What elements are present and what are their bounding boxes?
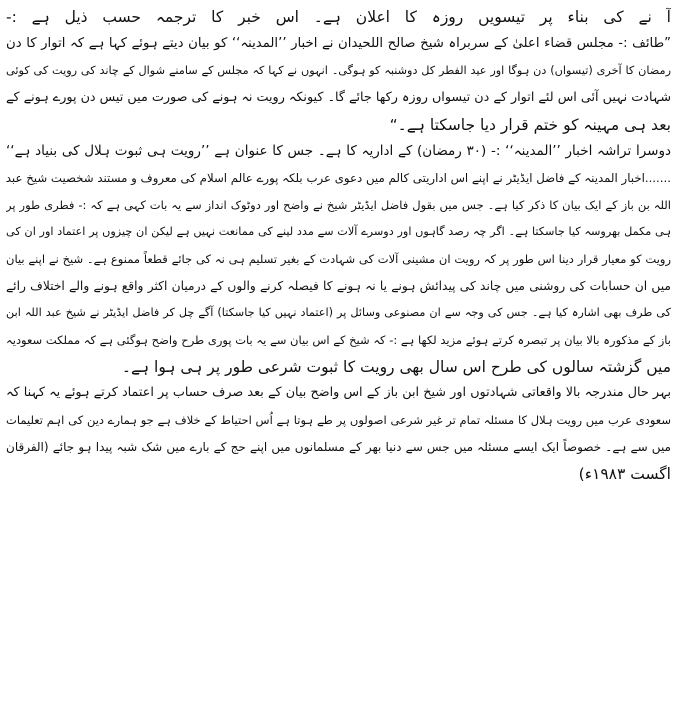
text-line: ہی مکمل بھروسہ کیا جاسکتا ہے۔ اگر چہ رصد گاہوں اور دوسرے آلات سے مدد لینے کی ممانعت نہیں ہے لیکن ان چیزوں پر اعتماد اور ان کی bbox=[6, 225, 671, 239]
text-line: اگست ۱۹۸۳ء) bbox=[578, 465, 671, 484]
text-line: سعودی عرب میں رویت ہلال کا مسئلہ تمام تر غیر شرعی اصولوں پر طے ہوتا ہے اُس احتیاط کے خلاف ہے جو ہمارے دین کی اہم تعلیمات bbox=[6, 413, 671, 428]
text-line: میں گزشتہ سالوں کی طرح اس سال بھی رویت کا ثبوت شرعی طور پر ہی ہوا ہے۔ bbox=[121, 357, 671, 376]
text-line: بعد ہی مہینہ کو ختم قرار دیا جاسکتا ہے۔“ bbox=[389, 115, 671, 134]
text-line: رمضان کا آخری (تیسواں) دن ہوگا اور عید الفطر کل دوشنبہ کو ہوگی۔ انہوں نے کہا کہ مجلس کے سامنے شوال کے چاند کی رویت کی کوئی bbox=[6, 63, 671, 77]
text-line: اللہ بن باز کے ایک بیان کا ذکر کیا ہے۔ جس میں بقول فاضل ایڈیٹر شیخ نے واضح اور دوٹوک انداز سے یہ بات کہی ہے کہ :- فطری طور پر bbox=[6, 198, 671, 213]
text-line: میں ان حسابات کی روشنی میں چاند کی پیدائش ہونے یا نہ ہونے کا فیصلہ کرنے والوں کے درمیان اکثر واقع ہونے والے اختلاف رائے bbox=[6, 278, 671, 293]
text-line: رویت کو معیار قرار دینا اس طور پر کہ رویت ان مشینی آلات کی شہادت کے بغیر تسلیم ہی نہ کی جائے قطعاً ممنوع ہے۔ شیخ نے اپنے بیان bbox=[6, 252, 671, 267]
text-line: کی طرف بھی اشارہ کیا ہے۔ جس کی وجہ سے ان مصنوعی وسائل پر (اعتماد نہیں کیا جاسکتا) آگے چل کر فاضل ایڈیٹر نے شیخ عبد اللہ ابن bbox=[6, 305, 671, 319]
text-line: باز کے مذکورہ بالا بیان پر تبصرہ کرتے ہوئے مزید لکھا ہے :- کہ شیخ کے اس بیان سے یہ بات پوری طرح واضح ہوگئی ہے کہ مملکت سعودیہ bbox=[6, 332, 671, 347]
text-line: ”طائف :- مجلس قضاء اعلیٰ کے سربراہ شیخ صالح اللحیدان نے اخبار ’’المدینہ‘‘ کو بیان دیتے ہوئے کہا ہے کہ اتوار کا دن bbox=[6, 35, 671, 51]
text-line: دوسرا تراشہ اخبار ’’المدینہ‘‘ :- (۳۰ رمضان) کے اداریہ کا ہے۔ جس کا عنوان ہے ’’رویت ہی ثبوت ہلال کی بنیاد ہے‘‘ bbox=[6, 143, 671, 160]
text-line: آ نے کی بناء پر تیسویں روزہ کا اعلان ہے۔ اس خبر کا ترجمہ حسب ذیل ہے :- bbox=[6, 8, 671, 26]
text-line: شہادت نہیں آئی اس لئے اتوار کے دن تیسواں روزہ رکھا جائے گا۔ کیونکہ رویت نہ ہونے کی صورت میں تیس دن پورے ہونے کے bbox=[6, 89, 671, 105]
text-line: .......اخبار المدینہ کے فاضل ایڈیٹر نے اپنے اس اداریتی کالم میں دعوی عرب بلکہ پورے عالم اسلام کی معروف و مستند شخصیت شیخ عبد bbox=[6, 171, 671, 186]
text-line: بہر حال مندرجہ بالا واقعاتی شہادتوں اور شیخ ابن باز کے اس واضح بیان کے بعد صرف حساب پر اعتماد کرتے ہوئے یہ کہنا کہ bbox=[6, 385, 671, 401]
text-line: میں سے ہے۔ خصوصاً ایک ایسے مسئلہ میں جس سے دنیا بھر کے مسلمانوں میں اپنے حج کے بارے میں شک شبہ پیدا ہو جائے (الفرقان bbox=[6, 440, 671, 455]
